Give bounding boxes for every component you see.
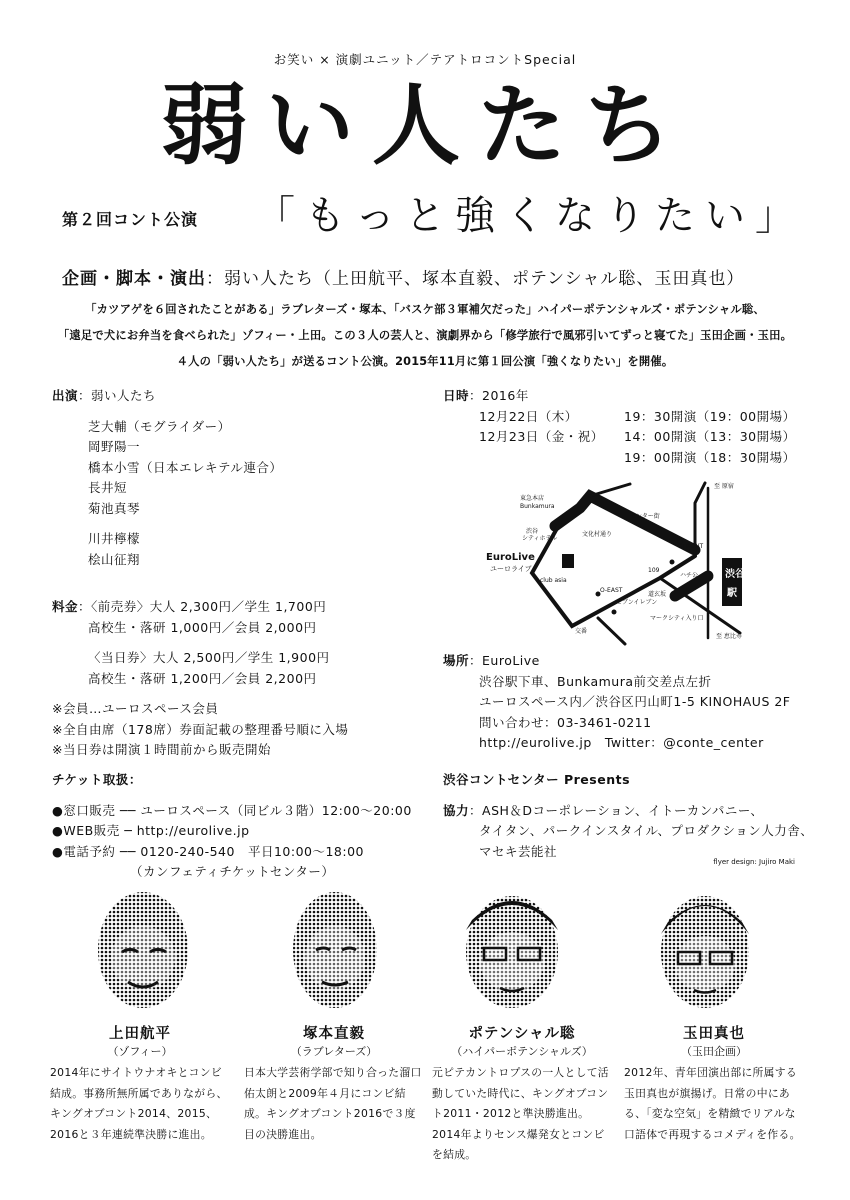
schedule-date [443,448,624,469]
portrait-potential [466,896,558,1008]
map-label: O-EAST [600,587,623,594]
schedule-section [443,386,813,468]
map-label: 道玄坂 [648,591,667,598]
map-label: セブンイレブン [616,599,658,606]
bio-unit: （ラブレターズ） [290,1045,378,1058]
subtitle-small: 第２回コント公演 [62,210,199,229]
schedule-row [443,407,813,428]
price-door-1: 〈当日券〉大人 2,500円／学生 1,900円 [88,650,330,665]
cast-member: 長井短 [88,480,128,495]
map-label: ハチ公 [680,572,699,579]
venue-line: http://eurolive.jp Twitter：@conte_center [479,735,764,750]
schedule-date: 12月23日（金・祝） [479,429,604,444]
tickets-section [52,770,432,883]
bio-ueda [50,1022,230,1145]
ticket-item: ●窓口販売 ── ユーロスペース（同ビル３階）12:00〜20:00 [52,802,412,818]
schedule-time: 19：30開演（19：00開場） [624,408,796,424]
map-label: 文化村通り [582,531,613,538]
intro-line: 「遠足で犬にお弁当を食べられた」ゾフィー・上田。この３人の芸人と、演劇界から「修学旅行で風邪引いてずっと寝てた」玉田企画・玉田。 [57,329,793,342]
map-road-north [590,484,630,496]
map-road-east [695,483,705,550]
price-presale-2: 高校生・落研 1,000円／会員 2,000円 [88,619,317,635]
pricing-section [52,597,432,761]
bio-unit: （ハイパーポテンシャルズ） [451,1045,593,1058]
map-label: シティホテル [522,535,558,542]
credits-label: 企画・脚本・演出 [62,269,206,289]
map-road-center [555,496,695,550]
bio-potential [432,1022,612,1166]
map-label-station: 渋谷 [725,569,745,580]
portraits [0,890,850,1020]
bio-text: 2014年にサイトウナオキとコンビ結成。事務所無所属でありながら、キングオブコント2014、2015、2016と３年連続準決勝に進出。 [50,1066,228,1141]
cast-member: 岡野陽一 [88,439,141,454]
cooperation-label: 協力 [443,802,470,818]
map-dot [612,610,617,615]
cast-label: 出演 [52,388,79,403]
schedule-row [443,448,813,469]
ticket-item: ●WEB販売 ─ http://eurolive.jp [52,823,250,838]
map-label: マークシティ入り口 [650,615,704,622]
bio-name: 玉田真也 [683,1026,745,1042]
pricing-label: 料金 [52,599,79,614]
schedule-row [443,427,813,448]
schedule-time: 14：00開演（13：30開場） [624,429,796,444]
venue-name: ：EuroLive [469,653,540,668]
map-label: 109 [648,567,660,574]
intro-line: ４人の「弱い人たち」が送るコント公演。2015年11月に第１回公演「強くなりたい」を開催。 [176,355,674,368]
cast-main: ：弱い人たち [78,388,157,403]
schedule-date: 12月22日（木） [479,408,578,424]
cast-section [52,386,422,570]
presents: 渋谷コントセンター Presents [443,772,631,787]
bio-name: ポテンシャル聡 [468,1026,576,1042]
credits-value: ：弱い人たち（上田航平、塚本直毅、ポテンシャル聡、玉田真也） [206,269,745,289]
map-label-venue: EuroLive [486,552,535,563]
map-label: 至 原宿 [714,483,734,490]
portrait-tamada [661,896,749,1008]
portrait-ueda [98,892,188,1008]
map-label: Bunkamura [520,503,555,510]
bio-text: 2012年、青年団演出部に所属する玉田真也が旗揚げ。日常の中にある、「変な空気」を精緻でリアルな口語体で再現するコメディを作る。 [624,1066,801,1141]
map-road-thick [675,576,708,596]
cooperation-line: タイタン、パークインスタイル、プロダクション人力舎、 [479,823,814,838]
intro [20,297,830,375]
venue-map [480,478,780,648]
intro-line: 「カツアゲを６回されたことがある」ラブレターズ・塚本、「バスケ部３軍補欠だった」ハイパーポテンシャルズ・ポテンシャル聡、 [85,303,765,316]
map-label: 交番 [575,628,588,635]
presents-section [443,770,823,862]
cooperation-line: ：ASH＆Dコーポレーション、イトーカンパニー、 [469,802,764,818]
bio-name: 塚本直毅 [303,1026,365,1042]
venue-line: ユーロスペース内／渋谷区円山町1-5 KINOHAUS 2F [479,694,791,709]
tickets-label: チケット取扱： [52,772,142,787]
venue-line: 渋谷駅下車、Bunkamura前交差点左折 [479,673,712,689]
cast-member: 芝大輔（モグライダー） [88,418,231,434]
bio-tamada [624,1022,804,1145]
cast-member: 橋本小雪（日本エレキテル連合） [88,459,283,475]
flyer-credit: flyer design: Jujiro Maki [713,858,795,866]
map-label-venue-ja: ユーロライブ [490,565,532,573]
bio-unit: （玉田企画） [681,1045,747,1058]
cast-member: 川井檸檬 [88,531,141,546]
cast-member: 菊池真琴 [88,500,141,516]
map-venue-marker [562,554,574,568]
portrait-tsukamoto [293,892,377,1008]
map-label: QFRONT [678,543,704,550]
bio-text: 元ピテカントロプスの一人として活動していた時代に、キングオブコント2011・2012と準決勝進出。2014年よりセンス爆発女とコンビを結成。 [432,1066,609,1161]
ticket-sub: （カンフェティチケットセンター） [130,864,335,879]
cooperation-line: マセキ芸能社 [479,843,558,859]
map-label-station: 駅 [727,588,737,599]
cast-member: 桧山征翔 [88,551,141,567]
map-road-sw [598,618,625,644]
map-label: 東急本店 [520,495,545,502]
map-label: club asia [540,577,567,584]
price-presale-1: ：〈前売券〉大人 2,300円／学生 1,700円 [78,599,327,614]
credits [62,264,744,289]
map-dot [670,560,675,565]
map-label: 渋谷 [526,528,539,535]
bio-name: 上田航平 [109,1026,171,1042]
kicker: お笑い × 演劇ユニット／テアトロコントSpecial [273,52,577,67]
schedule-label: 日時 [443,388,470,403]
bio-unit: （ゾフィー） [107,1045,173,1058]
pricing-note: ※当日券は開演１時間前から販売開始 [52,742,271,757]
pricing-note: ※全自由席（178席）券面記載の整理番号順に入場 [52,721,349,737]
bio-text: 日本大学芸術学部で知り合った溜口佑太朗と2009年４月にコンビ結成。キングオブコント2016で３度目の決勝進出。 [244,1066,422,1141]
page-title: 弱い人たち [159,74,690,177]
schedule-time: 19：00開演（18：30開場） [624,449,796,465]
venue-line: 問い合わせ：03-3461-0211 [479,714,652,730]
subtitle-big: 「もっと強くなりたい」 [255,193,805,239]
ticket-item: ●電話予約 ── 0120-240-540 平日10:00〜18:00 [52,843,365,859]
pricing-note: ※会員…ユーロスペース会員 [52,701,219,716]
bio-tsukamoto [244,1022,424,1145]
map-label: 至 恵比寿 [716,633,742,640]
price-door-2: 高校生・落研 1,200円／会員 2,200円 [88,670,317,686]
venue-section [443,651,823,754]
map-label: センター街 [630,513,660,520]
schedule-year: ：2016年 [469,388,529,403]
venue-label: 場所 [443,653,470,668]
